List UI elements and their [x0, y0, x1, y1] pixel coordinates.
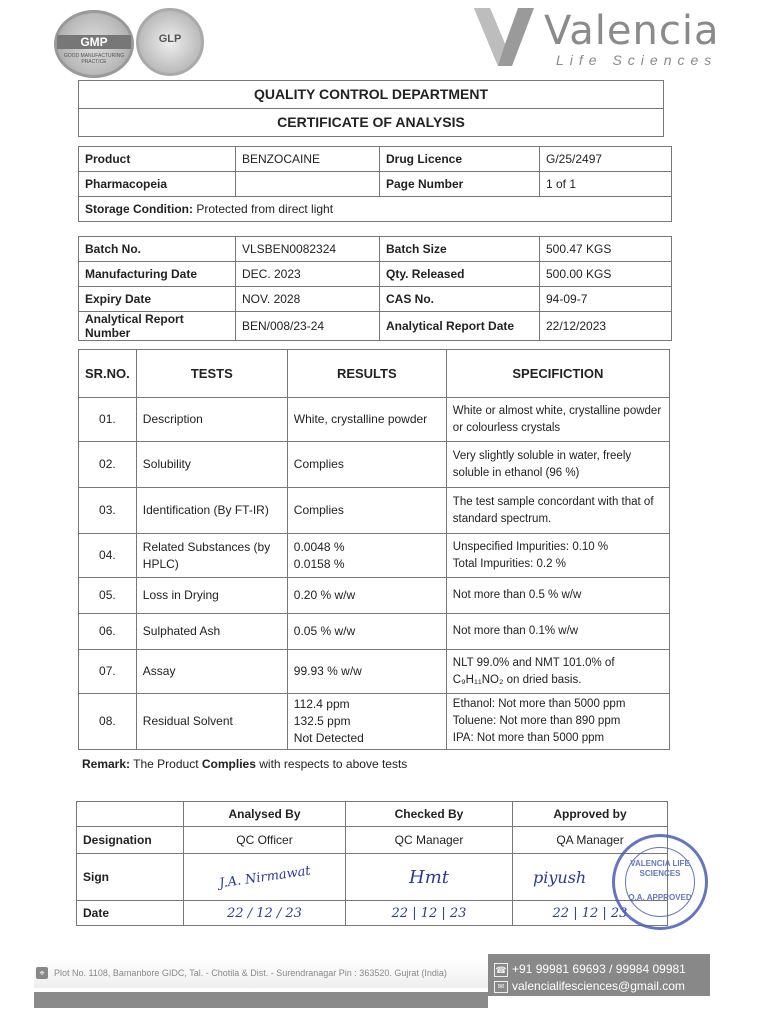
remark-label: Remark: — [82, 757, 131, 771]
company-name: Valencia — [544, 8, 720, 54]
test-row — [79, 488, 670, 534]
approved-by-header: Approved by — [513, 802, 668, 827]
test-name: Loss in Drying — [136, 578, 287, 614]
report-date-value: 22/12/2023 — [540, 312, 672, 341]
test-result: White, crystalline powder — [287, 398, 446, 442]
pharmacopeia-label: Pharmacopeia — [79, 172, 236, 197]
test-name: Solubility — [136, 442, 287, 488]
footer — [34, 960, 710, 1010]
analyst-signature-cell — [184, 854, 346, 901]
storage-label: Storage Condition: — [85, 202, 193, 216]
checked-by-header: Checked By — [346, 802, 513, 827]
product-value: BENZOCAINE — [236, 147, 380, 172]
approver-date: 22 | 12 | 23 — [552, 905, 628, 921]
checker-signature: Hmt — [409, 866, 449, 888]
test-spec: Not more than 0.5 % w/w — [446, 578, 669, 614]
test-row — [79, 442, 670, 488]
footer-bottom-bar — [34, 992, 488, 1008]
page-number-value: 1 of 1 — [540, 172, 672, 197]
test-sr: 04. — [79, 534, 137, 578]
product-label: Product — [79, 147, 236, 172]
test-result: Complies — [287, 442, 446, 488]
test-sr: 03. — [79, 488, 137, 534]
test-sr: 06. — [79, 614, 137, 650]
test-row — [79, 398, 670, 442]
remark-bold: Complies — [201, 757, 256, 771]
test-result: 112.4 ppm 132.5 ppm Not Detected — [287, 694, 446, 750]
test-row — [79, 650, 670, 694]
test-result: 0.05 % w/w — [287, 614, 446, 650]
sr-header: SR.NO. — [79, 350, 137, 398]
header-box — [78, 80, 664, 137]
checker-date: 22 | 12 | 23 — [391, 905, 467, 921]
glp-seal-text: GLP — [158, 33, 182, 45]
analyst-date-cell — [184, 901, 346, 926]
test-result: 0.20 % w/w — [287, 578, 446, 614]
qty-released-label: Qty. Released — [380, 262, 540, 287]
signoff-corner — [77, 802, 184, 827]
drug-licence-label: Drug Licence — [380, 147, 540, 172]
test-name: Related Substances (by HPLC) — [136, 534, 287, 578]
cas-no-label: CAS No. — [380, 287, 540, 312]
spec-header: SPECIFICTION — [446, 350, 669, 398]
valencia-logo-icon — [468, 4, 540, 70]
test-row — [79, 578, 670, 614]
pharmacopeia-value — [236, 172, 380, 197]
report-number-value: BEN/008/23-24 — [236, 312, 380, 341]
batch-size-label: Batch Size — [380, 237, 540, 262]
analysed-by-header: Analysed By — [184, 802, 346, 827]
test-spec: White or almost white, crystalline powder or colourless crystals — [446, 398, 669, 442]
test-name: Identification (By FT-IR) — [136, 488, 287, 534]
tests-table — [78, 349, 670, 750]
gmp-seal — [54, 10, 134, 78]
storage-value: Protected from direct light — [196, 202, 334, 216]
test-spec: Ethanol: Not more than 5000 ppm Toluene: Not more than 890 ppm IPA: Not more than 5000 ppm — [446, 694, 669, 750]
report-date-label: Analytical Report Date — [380, 312, 540, 341]
test-name: Assay — [136, 650, 287, 694]
remark — [82, 757, 407, 771]
phone-icon: ☎ — [495, 965, 507, 975]
date-label: Date — [77, 901, 184, 926]
analyst-date: 22 / 12 / 23 — [227, 905, 302, 921]
certificate-title: CERTIFICATE OF ANALYSIS — [79, 108, 663, 136]
mfg-date-label: Manufacturing Date — [79, 262, 236, 287]
test-row — [79, 694, 670, 750]
test-name: Description — [136, 398, 287, 442]
test-row — [79, 614, 670, 650]
drug-licence-value: G/25/2497 — [540, 147, 672, 172]
signoff-table — [76, 801, 668, 926]
report-number-label: Analytical Report Number — [79, 312, 236, 341]
test-sr: 02. — [79, 442, 137, 488]
test-spec: Unspecified Impurities: 0.10 % Total Impurities: 0.2 % — [446, 534, 669, 578]
batch-info-table — [78, 236, 672, 341]
test-sr: 01. — [79, 398, 137, 442]
test-spec: NLT 99.0% and NMT 101.0% of C₉H₁₁NO₂ on dried basis. — [446, 650, 669, 694]
location-icon: ⌖ — [36, 967, 48, 979]
designation-label: Designation — [77, 827, 184, 854]
product-info-table — [78, 146, 672, 222]
sign-label: Sign — [77, 854, 184, 901]
test-name: Residual Solvent — [136, 694, 287, 750]
storage-condition — [79, 197, 672, 222]
test-sr: 07. — [79, 650, 137, 694]
test-spec: Not more than 0.1% w/w — [446, 614, 669, 650]
test-result: 0.0048 % 0.0158 % — [287, 534, 446, 578]
test-sr: 08. — [79, 694, 137, 750]
company-tagline: Life Sciences — [556, 52, 718, 68]
qty-released-value: 500.00 KGS — [540, 262, 672, 287]
checker-signature-cell — [346, 854, 513, 901]
expiry-date-label: Expiry Date — [79, 287, 236, 312]
test-rows — [79, 398, 670, 750]
email-icon: ✉ — [494, 981, 508, 993]
analyst-role: QC Officer — [184, 827, 346, 854]
gmp-seal-ring-text: GOOD MANUFACTURING PRACTICE — [63, 53, 125, 65]
results-header: RESULTS — [287, 350, 446, 398]
test-spec: Very slightly soluble in water, freely soluble in ethanol (96 %) — [446, 442, 669, 488]
batch-no-label: Batch No. — [79, 237, 236, 262]
footer-address: Plot No. 1108, Bamanbore GIDC, Tal. - Chotila & Dist. - Surendranagar Pin : 363520. Gujrat (India) — [54, 968, 447, 978]
glp-seal — [136, 8, 204, 76]
remark-post: with respects to above tests — [259, 757, 408, 771]
test-result: Complies — [287, 488, 446, 534]
test-sr: 05. — [79, 578, 137, 614]
department-title: QUALITY CONTROL DEPARTMENT — [253, 86, 489, 102]
stamp-ring-text: VALENCIA LIFE SCIENCES — [630, 859, 690, 878]
cas-no-value: 94-09-7 — [540, 287, 672, 312]
qa-approved-stamp — [612, 834, 708, 930]
analyst-signature: J.A. Nirmawat — [217, 863, 312, 891]
test-name: Sulphated Ash — [136, 614, 287, 650]
expiry-date-value: NOV. 2028 — [236, 287, 380, 312]
batch-size-value: 500.47 KGS — [540, 237, 672, 262]
batch-no-value: VLSBEN0082324 — [236, 237, 380, 262]
test-row — [79, 534, 670, 578]
approver-signature: piyush — [533, 867, 587, 887]
footer-phone: +91 99981 69693 / 99984 09981 — [512, 962, 686, 976]
mfg-date-value: DEC. 2023 — [236, 262, 380, 287]
tests-header: TESTS — [136, 350, 287, 398]
footer-email: valencialifesciences@gmail.com — [512, 979, 685, 993]
checker-date-cell — [346, 901, 513, 926]
test-result: 99.93 % w/w — [287, 650, 446, 694]
test-spec: The test sample concordant with that of standard spectrum. — [446, 488, 669, 534]
stamp-center-text: Q.A. APPROVED — [628, 893, 692, 902]
gmp-seal-text: GMP — [57, 35, 131, 49]
approver-role: QA Manager — [513, 827, 668, 854]
page-number-label: Page Number — [380, 172, 540, 197]
checker-role: QC Manager — [346, 827, 513, 854]
remark-pre: The Product — [133, 757, 199, 771]
